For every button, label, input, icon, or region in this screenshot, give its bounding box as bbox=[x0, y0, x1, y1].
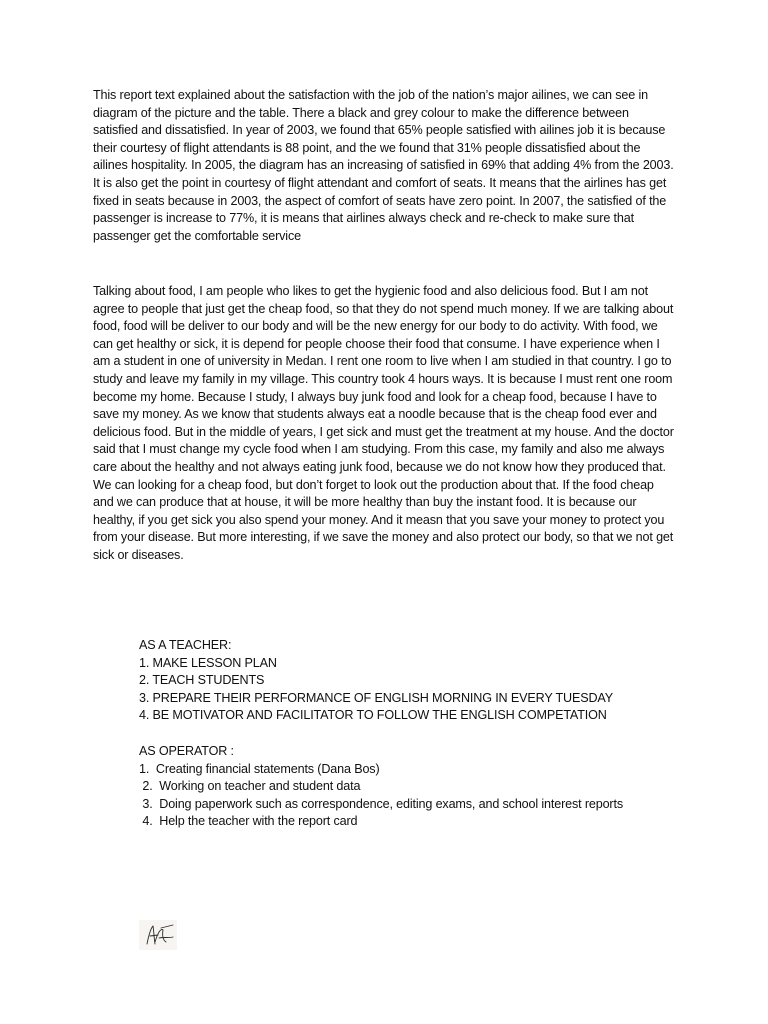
list-item: 1. Creating financial statements (Dana Bos) bbox=[139, 761, 380, 776]
operator-duties-list bbox=[139, 743, 699, 831]
list-item: 2. TEACH STUDENTS bbox=[139, 673, 265, 688]
operator-heading: AS OPERATOR : bbox=[139, 744, 234, 758]
teacher-heading: AS A TEACHER: bbox=[139, 638, 232, 652]
list-item: 3. PREPARE THEIR PERFORMANCE OF ENGLISH MORNING IN EVERY TUESDAY bbox=[139, 690, 613, 705]
report-paragraph: This report text explained about the satisfaction with the job of the nation’s major ailines, we can see in diagram of the picture and the table. There a black and grey colour to make the difference between satisfied and dissatisfied. In year of 2003, we found that 65% people satisfied with ailines job it is because their courtesy of flight attendants is 88 point, and the we found that 31% people dissatisfied about the ailines hospitality. In 2005, the diagram has an increasing of satisfied in 69% that adding 4% from the 2003. It is also get the point in courtesy of flight attendant and comfort of seats. It means that the airlines has get fixed in seats because in 2003, the aspect of comfort of seats have zero point. In 2007, the satisfied of the passenger is increase to 77%, it is means that airlines always check and re-check to make sure that passenger get the comfortable service bbox=[93, 88, 674, 243]
list-item: 4. Help the teacher with the report card bbox=[139, 814, 358, 829]
teacher-duties-list bbox=[139, 637, 699, 725]
food-paragraph: Talking about food, I am people who likes to get the hygienic food and also delicious food. But I am not agree to people that just get the cheap food, so that they do not spend much money. If we are talking about food, food will be deliver to our body and will be the new energy for our body to do activity. With food, we can get healthy or sick, it is depend for people choose their food that consume. I have experience when I am a student in one of university in Medan. I rent one room to live when I am studied in that country. I go to study and leave my family in my village. This country took 4 hours ways. It is because I must rent one room become my home. Because I study, I always buy junk food and look for a cheap food, because I have to save my money. As we know that students always eat a noodle because that is the cheap food ever and delicious food. But in the middle of years, I get sick and must get the treatment at my house. And the doctor said that I must change my cycle food when I am studying. From this case, my family and also me always care about the healthy and not always eating junk food, because we do not know how they produced that. We can looking for a cheap food, but don’t forget to look out the production about that. If the food cheap and we can produce that at house, it will be more healthy than buy the instant food. It is because our healthy, if you get sick you also spend your money. And it measn that you save your money to protect you from your disease. But more interesting, if we save the money and also protect our body, so that we not get sick or diseases. bbox=[93, 284, 674, 562]
signature-image bbox=[139, 920, 177, 950]
list-item: 3. Doing paperwork such as correspondence, editing exams, and school interest reports bbox=[139, 796, 623, 811]
list-item: 4. BE MOTIVATOR AND FACILITATOR TO FOLLOW THE ENGLISH COMPETATION bbox=[139, 708, 607, 723]
list-item: 2. Working on teacher and student data bbox=[139, 779, 361, 794]
list-item: 1. MAKE LESSON PLAN bbox=[139, 655, 277, 670]
